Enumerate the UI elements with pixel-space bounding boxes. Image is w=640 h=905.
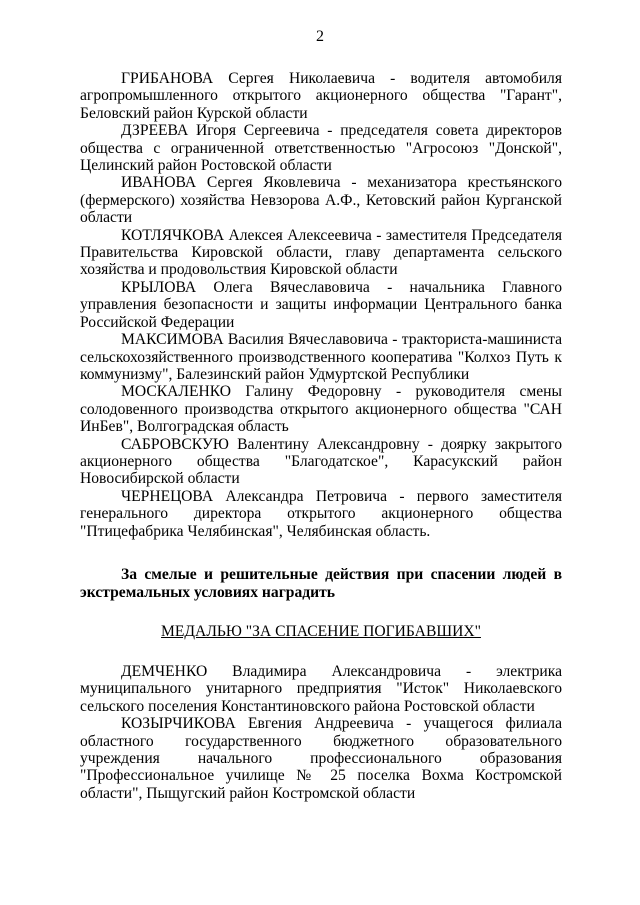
award-entry: ЧЕРНЕЦОВА Александра Петровича - первого заместителя генерального директора открытого акционерного общества "Птицефабрика Челябинская", Челябинская область. bbox=[80, 487, 562, 540]
document-body bbox=[80, 70, 562, 802]
award-entry: САБРОВСКУЮ Валентину Александровну - доярку закрытого акционерного общества "Благодатское", Карасукский район Новосибирской области bbox=[80, 435, 562, 488]
award-list-group-1 bbox=[80, 70, 562, 540]
award-entry: КРЫЛОВА Олега Вячеславовича - начальника Главного управления безопасности и защиты информации Центрального банка Российской Федерации bbox=[80, 278, 562, 331]
award-entry: ИВАНОВА Сергея Яковлевича - механизатора крестьянского (фермерского) хозяйства Невзорова А.Ф., Кетовский район Курганской области bbox=[80, 174, 562, 227]
award-entry: МОСКАЛЕНКО Галину Федоровну - руководителя смены солодовенного производства открытого акционерного общества "САН ИнБев", Волгоградская область bbox=[80, 383, 562, 436]
award-entry: КОЗЫРЧИКОВА Евгения Андреевича - учащегося филиала областного государственного бюджетного образовательного учреждения начального профессионального образования "Профессиональное училище № 25 поселка Вохма Костромской области", Пыщугский район Костромской области bbox=[80, 715, 562, 802]
award-list-group-2 bbox=[80, 663, 562, 802]
award-title: МЕДАЛЬЮ "ЗА СПАСЕНИЕ ПОГИБАВШИХ" bbox=[161, 622, 481, 640]
award-entry: ГРИБАНОВА Сергея Николаевича - водителя автомобиля агропромышленного открытого акционерного общества "Гарант", Беловский район Курской области bbox=[80, 70, 562, 122]
award-entry: ДЕМЧЕНКО Владимира Александровича - электрика муниципального унитарного предприятия "Исток" Николаевского сельского поселения Константиновского района Ростовской области bbox=[80, 662, 562, 715]
section-heading: За смелые и решительные действия при спасении людей в экстремальных условиях наградить bbox=[80, 565, 562, 601]
award-entry: МАКСИМОВА Василия Вячеславовича - тракториста-машиниста сельскохозяйственного производственного кооператива "Колхоз Путь к коммунизму", Балезинский район Удмуртской Республики bbox=[80, 331, 562, 383]
award-entry: КОТЛЯЧКОВА Алексея Алексеевича - заместителя Председателя Правительства Кировской области, главу департамента сельского хозяйства и продовольствия Кировской области bbox=[80, 226, 562, 279]
page-number: 2 bbox=[316, 28, 324, 45]
award-entry: ДЗРЕЕВА Игоря Сергеевича - председателя совета директоров общества с ограниченной ответственностью "Агросоюз "Донской", Целинский район Ростовской области bbox=[80, 122, 562, 175]
